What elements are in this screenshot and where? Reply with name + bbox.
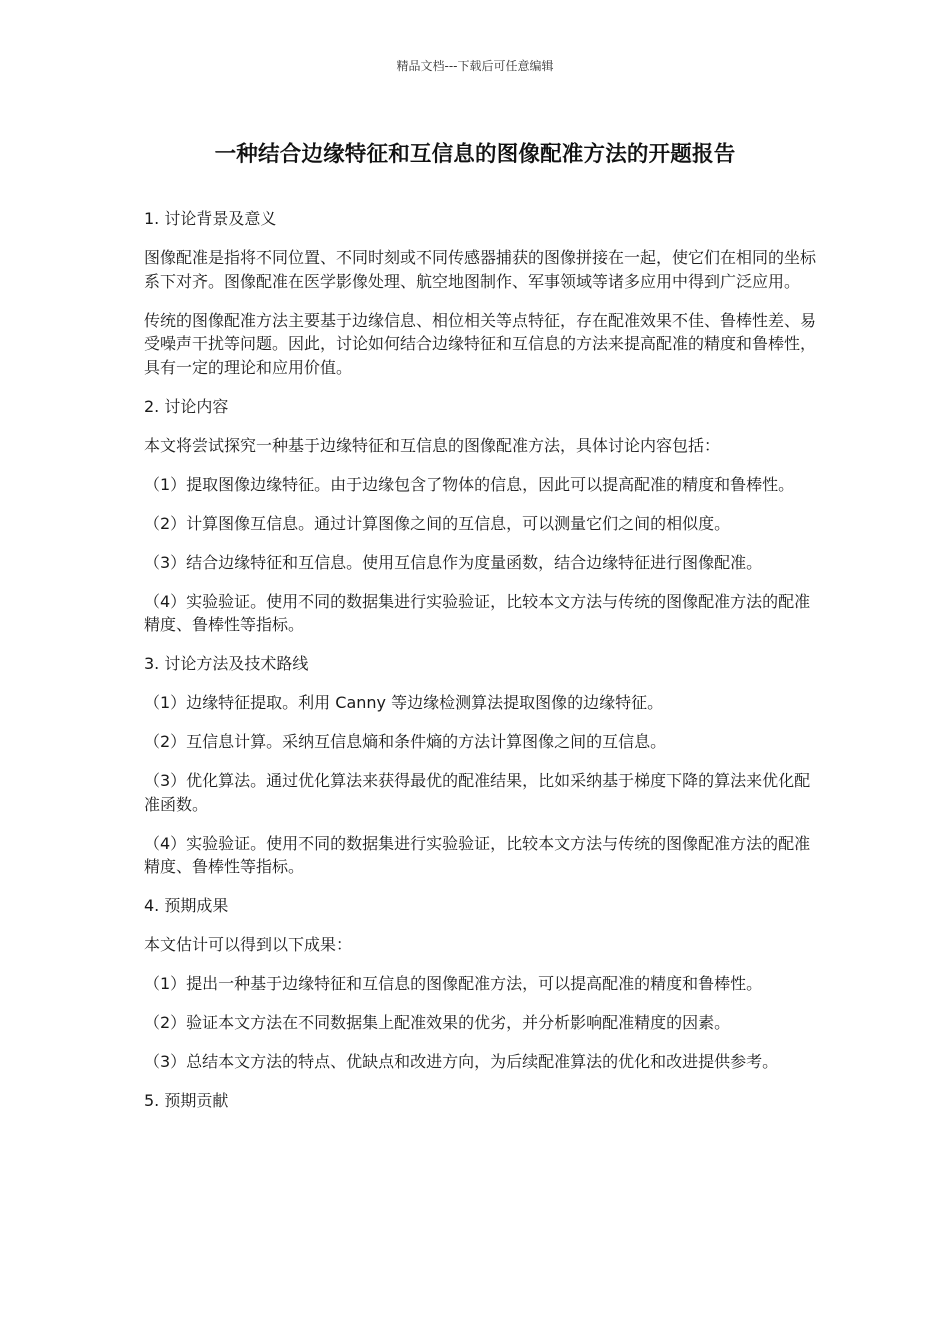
document-title: 一种结合边缘特征和互信息的图像配准方法的开题报告 [214,142,736,167]
section-heading-methods: 3. 讨论方法及技术路线 [144,654,309,673]
list-item-content-2: （2）计算图像互信息。通过计算图像之间的互信息，可以测量它们之间的相似度。 [144,513,731,533]
list-item-results-1: （1）提出一种基于边缘特征和互信息的图像配准方法，可以提高配准的精度和鲁棒性。 [144,974,763,993]
list-item-methods-3: （3）优化算法。通过优化算法来获得最优的配准结果，比如采纳基于梯度下降的算法来优化配准函数。 [144,771,811,814]
list-item-methods-2: （2）互信息计算。采纳互信息熵和条件熵的方法计算图像之间的互信息。 [144,732,667,751]
header-note: 精品文档---下载后可任意编辑 [396,59,554,73]
paragraph-registration-definition: 图像配准是指将不同位置、不同时刻或不同传感器捕获的图像拼接在一起，使它们在相同的坐标系下对齐。图像配准在医学影像处理、航空地图制作、军事领域等诸多应用中得到广泛应用。 [144,248,817,291]
section-heading-contribution: 5. 预期贡献 [144,1091,229,1110]
list-item-results-3: （3）总结本文方法的特点、优缺点和改进方向，为后续配准算法的优化和改进提供参考。 [144,1052,779,1071]
paragraph-results-intro: 本文估计可以得到以下成果： [144,935,353,954]
section-heading-background: 1. 讨论背景及意义 [144,209,277,228]
list-item-content-3: （3）结合边缘特征和互信息。使用互信息作为度量函数，结合边缘特征进行图像配准。 [144,552,763,572]
list-item-methods-1: （1）边缘特征提取。利用 Canny 等边缘检测算法提取图像的边缘特征。 [144,693,664,712]
section-heading-content: 2. 讨论内容 [144,396,229,416]
paragraph-traditional-methods: 传统的图像配准方法主要基于边缘信息、相位相关等点特征，存在配准效果不佳、鲁棒性差、易受噪声干扰等问题。因此，讨论如何结合边缘特征和互信息的方法来提高配准的精度和鲁棒性，具有一定的理论和应用价值。 [144,310,817,377]
list-item-methods-4: （4）实验验证。使用不同的数据集进行实验验证，比较本文方法与传统的图像配准方法的配准精度、鲁棒性等指标。 [144,833,811,876]
list-item-content-4: （4）实验验证。使用不同的数据集进行实验验证，比较本文方法与传统的图像配准方法的配准精度、鲁棒性等指标。 [144,591,811,634]
paragraph-content-intro: 本文将尝试探究一种基于边缘特征和互信息的图像配准方法，具体讨论内容包括： [144,435,721,455]
list-item-results-2: （2）验证本文方法在不同数据集上配准效果的优劣，并分析影响配准精度的因素。 [144,1013,731,1032]
document-body [144,207,824,1128]
section-heading-expected-results: 4. 预期成果 [144,896,229,915]
list-item-content-1: （1）提取图像边缘特征。由于边缘包含了物体的信息，因此可以提高配准的精度和鲁棒性。 [144,474,795,494]
